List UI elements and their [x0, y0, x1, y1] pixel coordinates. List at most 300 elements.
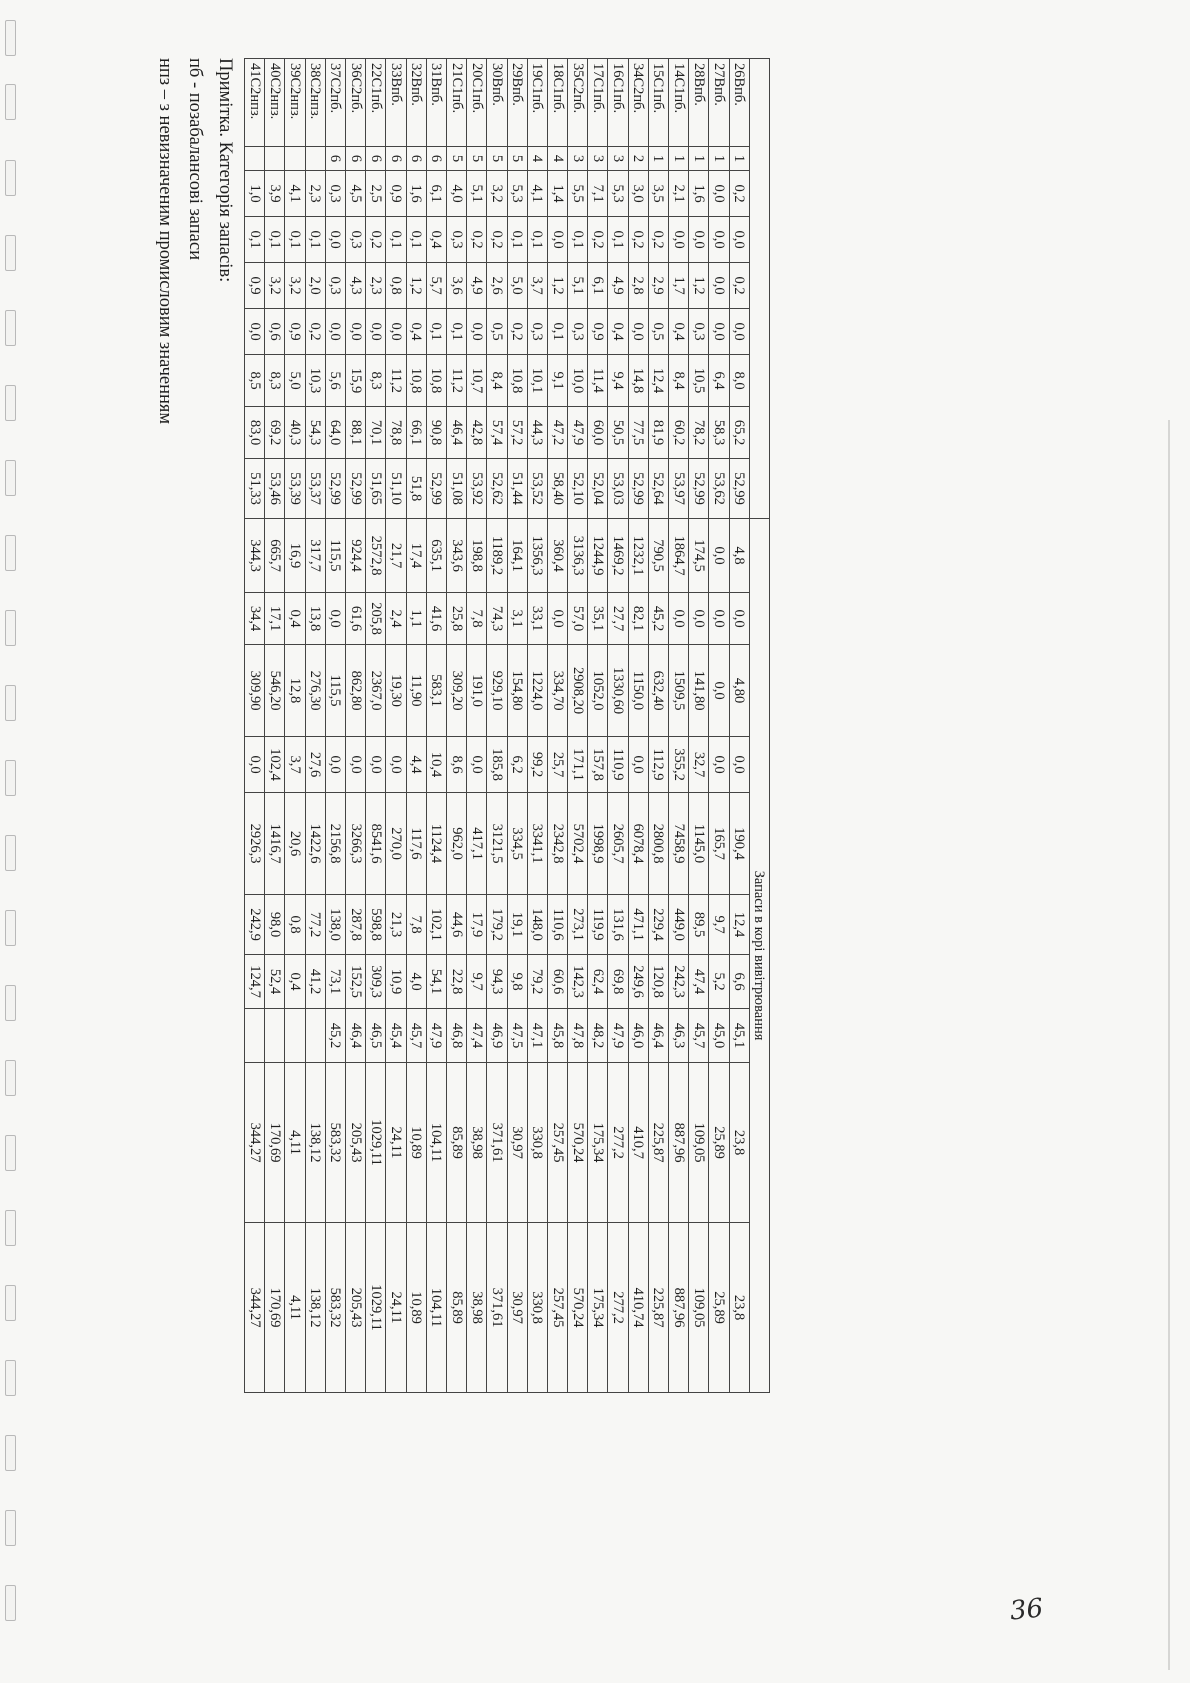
table-cell: 45,8 — [547, 1009, 567, 1063]
table-row — [285, 59, 305, 1393]
table-cell: 8,6 — [447, 737, 467, 793]
table-cell: 0,0 — [689, 217, 709, 263]
table-cell: 10,3 — [305, 355, 325, 407]
block-name-cell: 33Впб. — [386, 59, 406, 147]
table-cell: 88,1 — [346, 407, 366, 459]
table-cell: 61,6 — [346, 593, 366, 645]
table-cell: 249,6 — [628, 955, 648, 1009]
table-cell: 12,4 — [729, 895, 749, 955]
block-name-cell: 29Впб. — [507, 59, 527, 147]
table-cell: 0,1 — [568, 217, 588, 263]
table-cell: 4,11 — [285, 1063, 305, 1223]
table-row — [467, 59, 487, 1393]
table-cell: 1124,4 — [426, 793, 446, 895]
table-cell: 10,8 — [507, 355, 527, 407]
block-name-cell: 36С2пб. — [346, 59, 366, 147]
table-cell: 10,8 — [406, 355, 426, 407]
binder-hole — [5, 1135, 16, 1171]
table-cell: 3,9 — [265, 171, 285, 217]
table-row — [689, 59, 709, 1393]
binder-hole — [5, 20, 16, 56]
table-row — [487, 59, 507, 1393]
table-cell: 0,0 — [467, 737, 487, 793]
table-cell: 5,0 — [285, 355, 305, 407]
table-cell: 0,0 — [386, 737, 406, 793]
table-cell: 0,2 — [507, 309, 527, 355]
table-cell: 1,4 — [547, 171, 567, 217]
table-cell: 309,3 — [366, 955, 386, 1009]
table-cell: 45,1 — [729, 1009, 749, 1063]
table-cell: 82,1 — [628, 593, 648, 645]
table-cell: 33,1 — [527, 593, 547, 645]
table-cell: 10,4 — [426, 737, 446, 793]
table-cell: 52,10 — [568, 459, 588, 519]
table-cell: 25,89 — [709, 1063, 729, 1223]
table-cell: 0,0 — [729, 217, 749, 263]
table-cell: 157,8 — [588, 737, 608, 793]
table-cell: 1232,1 — [628, 519, 648, 593]
binder-hole — [5, 985, 16, 1021]
table-cell: 22,8 — [447, 955, 467, 1009]
table-cell: 6 — [346, 147, 366, 171]
table-cell: 0,0 — [366, 309, 386, 355]
table-cell: 7,8 — [406, 895, 426, 955]
table-cell: 2,6 — [487, 263, 507, 309]
table-cell: 287,8 — [346, 895, 366, 955]
table-cell: 6 — [386, 147, 406, 171]
table-cell: 175,34 — [588, 1063, 608, 1223]
table-cell: 2572,8 — [366, 519, 386, 593]
table-row — [628, 59, 648, 1393]
table-cell: 0,3 — [689, 309, 709, 355]
table-cell: 309,20 — [447, 645, 467, 737]
table-cell: 10,7 — [467, 355, 487, 407]
table-row — [386, 59, 406, 1393]
table-cell: 334,70 — [547, 645, 567, 737]
table-cell: 9,1 — [547, 355, 567, 407]
table-cell: 242,9 — [245, 895, 265, 955]
table-cell: 270,0 — [386, 793, 406, 895]
table-cell: 2800,8 — [648, 793, 668, 895]
table-cell — [265, 147, 285, 171]
table-cell: 52,04 — [588, 459, 608, 519]
table-cell: 0,1 — [447, 309, 467, 355]
table-cell: 52,64 — [648, 459, 668, 519]
table-cell: 77,2 — [305, 895, 325, 955]
table-cell: 170,69 — [265, 1063, 285, 1223]
table-cell: 0,0 — [386, 309, 406, 355]
table-cell: 887,96 — [669, 1063, 689, 1223]
table-cell: 2156,8 — [325, 793, 345, 895]
table-cell: 3 — [568, 147, 588, 171]
table-row — [447, 59, 467, 1393]
table-cell: 52,99 — [729, 459, 749, 519]
table-cell: 0,0 — [325, 309, 345, 355]
binder-hole — [5, 685, 16, 721]
table-cell — [285, 147, 305, 171]
table-cell: 0,0 — [729, 309, 749, 355]
table-cell: 5,2 — [709, 955, 729, 1009]
table-cell: 1224,0 — [527, 645, 547, 737]
table-cell: 104,11 — [426, 1223, 446, 1393]
table-cell: 4,8 — [729, 519, 749, 593]
notes-block — [150, 58, 240, 424]
binder-hole — [5, 1285, 16, 1321]
table-row — [265, 59, 285, 1393]
table-cell: 1998,9 — [588, 793, 608, 895]
table-cell: 0,1 — [285, 217, 305, 263]
table-cell: 0,0 — [628, 737, 648, 793]
table-cell: 9,8 — [507, 955, 527, 1009]
table-cell: 11,90 — [406, 645, 426, 737]
table-cell: 47,4 — [689, 955, 709, 1009]
table-cell: 13,8 — [305, 593, 325, 645]
table-cell: 3266,3 — [346, 793, 366, 895]
table-cell: 78,2 — [689, 407, 709, 459]
table-row — [507, 59, 527, 1393]
table-cell: 1029,11 — [366, 1223, 386, 1393]
table-cell: 15,9 — [346, 355, 366, 407]
table-header-row — [749, 59, 769, 1393]
table-cell: 8,3 — [265, 355, 285, 407]
table-row — [648, 59, 668, 1393]
table-cell: 45,2 — [325, 1009, 345, 1063]
table-cell: 6,1 — [426, 171, 446, 217]
table-cell: 0,3 — [447, 217, 467, 263]
table-cell: 410,7 — [628, 1063, 648, 1223]
table-cell: 54,3 — [305, 407, 325, 459]
table-cell: 81,9 — [648, 407, 668, 459]
table-cell: 317,7 — [305, 519, 325, 593]
block-name-cell: 21С1пб. — [447, 59, 467, 147]
table-cell: 0,9 — [285, 309, 305, 355]
table-cell: 7,1 — [588, 171, 608, 217]
table-cell: 0,4 — [608, 309, 628, 355]
table-cell: 115,5 — [325, 645, 345, 737]
reserves-table — [244, 58, 770, 1393]
table-cell: 4,9 — [467, 263, 487, 309]
block-name-cell: 20С1пб. — [467, 59, 487, 147]
table-cell: 8,5 — [245, 355, 265, 407]
table-cell: 2,3 — [305, 171, 325, 217]
table-cell: 0,8 — [386, 263, 406, 309]
binder-hole — [5, 835, 16, 871]
table-cell: 0,0 — [467, 309, 487, 355]
table-cell: 0,2 — [729, 263, 749, 309]
table-cell: 10,9 — [386, 955, 406, 1009]
table-cell: 138,12 — [305, 1223, 325, 1393]
table-cell: 5 — [447, 147, 467, 171]
table-cell: 46,3 — [669, 1009, 689, 1063]
table-cell: 124,7 — [245, 955, 265, 1009]
table-cell: 0,1 — [608, 217, 628, 263]
table-cell: 46,8 — [447, 1009, 467, 1063]
table-cell: 10,0 — [568, 355, 588, 407]
table-cell: 52,99 — [628, 459, 648, 519]
table-cell: 20,6 — [285, 793, 305, 895]
table-cell: 344,3 — [245, 519, 265, 593]
table-cell: 0,3 — [325, 171, 345, 217]
table-cell: 343,6 — [447, 519, 467, 593]
table-cell: 148,0 — [527, 895, 547, 955]
table-cell: 89,5 — [689, 895, 709, 955]
table-cell: 5 — [507, 147, 527, 171]
table-cell: 583,32 — [325, 1223, 345, 1393]
table-cell: 10,8 — [426, 355, 446, 407]
table-cell: 21,3 — [386, 895, 406, 955]
table-cell: 0,6 — [265, 309, 285, 355]
block-name-cell: 41С2нпз. — [245, 59, 265, 147]
table-cell: 1052,0 — [588, 645, 608, 737]
table-cell: 60,0 — [588, 407, 608, 459]
table-cell: 2605,7 — [608, 793, 628, 895]
table-cell: 44,3 — [527, 407, 547, 459]
table-cell: 52,4 — [265, 955, 285, 1009]
table-cell: 0,0 — [346, 737, 366, 793]
table-cell: 2,0 — [305, 263, 325, 309]
table-cell: 1150,0 — [628, 645, 648, 737]
binder-hole — [5, 760, 16, 796]
table-cell: 1029,11 — [366, 1063, 386, 1223]
table-cell: 0,0 — [669, 593, 689, 645]
table-cell: 2908,20 — [568, 645, 588, 737]
table-cell: 1509,5 — [669, 645, 689, 737]
table-cell: 99,2 — [527, 737, 547, 793]
table-cell: 5,5 — [568, 171, 588, 217]
table-cell: 924,4 — [346, 519, 366, 593]
table-row — [729, 59, 749, 1393]
table-cell: 887,96 — [669, 1223, 689, 1393]
table-cell: 0,0 — [346, 309, 366, 355]
table-cell: 11,2 — [447, 355, 467, 407]
table-cell: 0,0 — [325, 217, 345, 263]
table-cell: 25,8 — [447, 593, 467, 645]
block-name-cell: 38С2нпз. — [305, 59, 325, 147]
table-cell: 30,97 — [507, 1063, 527, 1223]
table-cell: 131,6 — [608, 895, 628, 955]
table-cell: 0,0 — [709, 309, 729, 355]
table-cell: 85,89 — [447, 1223, 467, 1393]
table-cell: 5702,4 — [568, 793, 588, 895]
table-cell: 47,9 — [426, 1009, 446, 1063]
table-cell: 8,3 — [366, 355, 386, 407]
table-cell: 11,4 — [588, 355, 608, 407]
table-cell: 165,7 — [709, 793, 729, 895]
table-cell: 21,7 — [386, 519, 406, 593]
table-cell: 0,0 — [729, 737, 749, 793]
table-cell — [305, 1009, 325, 1063]
table-cell: 10,1 — [527, 355, 547, 407]
table-row — [568, 59, 588, 1393]
table-row — [406, 59, 426, 1393]
notes-title: Примітка. Категорія запасів: — [215, 58, 235, 283]
table-cell: 7,8 — [467, 593, 487, 645]
table-cell: 141,80 — [689, 645, 709, 737]
table-cell: 51,8 — [406, 459, 426, 519]
block-name-cell: 27Впб. — [709, 59, 729, 147]
binder-hole — [5, 610, 16, 646]
table-cell: 6 — [366, 147, 386, 171]
table-row — [426, 59, 446, 1393]
table-cell: 0,5 — [487, 309, 507, 355]
table-cell: 45,2 — [648, 593, 668, 645]
table-row — [709, 59, 729, 1393]
table-cell: 198,8 — [467, 519, 487, 593]
table-cell: 9,7 — [467, 955, 487, 1009]
table-cell: 360,4 — [547, 519, 567, 593]
table-cell: 2 — [628, 147, 648, 171]
table-cell: 1356,3 — [527, 519, 547, 593]
page-edge-shadow — [1168, 420, 1170, 1670]
table-cell: 6078,4 — [628, 793, 648, 895]
binder-hole — [5, 385, 16, 421]
table-cell: 83,0 — [245, 407, 265, 459]
table-cell: 583,32 — [325, 1063, 345, 1223]
table-cell: 60,2 — [669, 407, 689, 459]
table-cell: 5,7 — [426, 263, 446, 309]
table-cell: 471,1 — [628, 895, 648, 955]
table-cell: 10,5 — [689, 355, 709, 407]
table-cell: 53,92 — [467, 459, 487, 519]
binder-hole — [5, 460, 16, 496]
block-name-cell: 16С1пб. — [608, 59, 628, 147]
block-name-cell: 22С1пб. — [366, 59, 386, 147]
table-cell: 0,1 — [426, 309, 446, 355]
table-cell: 17,9 — [467, 895, 487, 955]
table-cell: 25,7 — [547, 737, 567, 793]
table-cell: 4,9 — [608, 263, 628, 309]
table-cell: 24,11 — [386, 1223, 406, 1393]
table-cell: 0,4 — [406, 309, 426, 355]
table-cell: 205,8 — [366, 593, 386, 645]
table-cell: 51,65 — [366, 459, 386, 519]
table-cell: 3136,3 — [568, 519, 588, 593]
table-cell: 598,8 — [366, 895, 386, 955]
block-name-cell: 35С2пб. — [568, 59, 588, 147]
block-name-cell: 37С2пб. — [325, 59, 345, 147]
table-cell — [305, 147, 325, 171]
table-cell: 4 — [527, 147, 547, 171]
table-cell: 4,4 — [406, 737, 426, 793]
table-cell: 1189,2 — [487, 519, 507, 593]
table-cell: 10,89 — [406, 1223, 426, 1393]
table-cell: 171,1 — [568, 737, 588, 793]
table-cell: 57,4 — [487, 407, 507, 459]
table-cell: 0,0 — [669, 217, 689, 263]
table-cell: 3,2 — [265, 263, 285, 309]
table-cell: 330,8 — [527, 1063, 547, 1223]
table-cell: 5,3 — [507, 171, 527, 217]
table-row — [608, 59, 628, 1393]
table-cell: 3 — [588, 147, 608, 171]
table-cell: 0,0 — [325, 593, 345, 645]
table-cell: 46,0 — [628, 1009, 648, 1063]
table-cell: 0,1 — [265, 217, 285, 263]
table-cell: 6,4 — [709, 355, 729, 407]
table-cell: 8,0 — [729, 355, 749, 407]
table-cell: 344,27 — [245, 1063, 265, 1223]
table-cell: 5,0 — [507, 263, 527, 309]
table-row — [346, 59, 366, 1393]
table-cell: 330,8 — [527, 1223, 547, 1393]
table-cell: 58,3 — [709, 407, 729, 459]
table-cell: 4 — [547, 147, 567, 171]
table-cell: 7458,9 — [669, 793, 689, 895]
table-cell: 170,69 — [265, 1223, 285, 1393]
table-cell: 4,1 — [527, 171, 547, 217]
binder-hole — [5, 310, 16, 346]
table-cell: 23,8 — [729, 1223, 749, 1393]
table-body — [245, 59, 750, 1393]
table-cell: 3,5 — [648, 171, 668, 217]
table-cell: 1,7 — [669, 263, 689, 309]
table-cell: 11,2 — [386, 355, 406, 407]
table-cell: 277,2 — [608, 1223, 628, 1393]
table-cell: 1,6 — [406, 171, 426, 217]
table-cell: 2367,0 — [366, 645, 386, 737]
rotated-content — [60, 40, 1090, 1570]
table-cell: 70,1 — [366, 407, 386, 459]
block-name-cell: 14С1пб. — [669, 59, 689, 147]
table-cell: 12,8 — [285, 645, 305, 737]
table-cell: 1,1 — [406, 593, 426, 645]
table-cell: 1,0 — [245, 171, 265, 217]
table-cell: 53,03 — [608, 459, 628, 519]
table-cell: 51,33 — [245, 459, 265, 519]
table-row — [669, 59, 689, 1393]
table-cell: 60,6 — [547, 955, 567, 1009]
table-cell: 3 — [608, 147, 628, 171]
table-cell: 1469,2 — [608, 519, 628, 593]
table-cell: 25,89 — [709, 1223, 729, 1393]
binder-hole — [5, 1060, 16, 1096]
table-cell: 27,7 — [608, 593, 628, 645]
binder-hole — [5, 535, 16, 571]
table-cell: 52,99 — [426, 459, 446, 519]
table-cell: 51,44 — [507, 459, 527, 519]
table-cell: 3,2 — [487, 171, 507, 217]
table-cell: 0,0 — [709, 645, 729, 737]
table-cell: 0,1 — [305, 217, 325, 263]
table-cell: 371,61 — [487, 1063, 507, 1223]
table-row — [245, 59, 265, 1393]
table-cell: 47,4 — [467, 1009, 487, 1063]
table-cell: 0,2 — [628, 217, 648, 263]
table-cell: 4,0 — [406, 955, 426, 1009]
table-cell: 0,1 — [386, 217, 406, 263]
table-cell: 1,2 — [406, 263, 426, 309]
block-name-cell: 18С1пб. — [547, 59, 567, 147]
table-cell: 2,9 — [648, 263, 668, 309]
table-cell — [245, 147, 265, 171]
table-cell: 2,3 — [366, 263, 386, 309]
table-cell: 38,98 — [467, 1063, 487, 1223]
table-cell — [265, 1009, 285, 1063]
table-cell: 17,4 — [406, 519, 426, 593]
table-cell: 52,99 — [325, 459, 345, 519]
table-cell: 175,34 — [588, 1223, 608, 1393]
table-cell: 4,1 — [285, 171, 305, 217]
table-cell: 109,05 — [689, 1223, 709, 1393]
table-cell: 23,8 — [729, 1063, 749, 1223]
table-cell: 38,98 — [467, 1223, 487, 1393]
table-cell: 50,5 — [608, 407, 628, 459]
table-cell: 53,62 — [709, 459, 729, 519]
table-cell: 0,2 — [366, 217, 386, 263]
table-cell: 0,2 — [729, 171, 749, 217]
table-cell: 104,11 — [426, 1063, 446, 1223]
table-cell: 273,1 — [568, 895, 588, 955]
